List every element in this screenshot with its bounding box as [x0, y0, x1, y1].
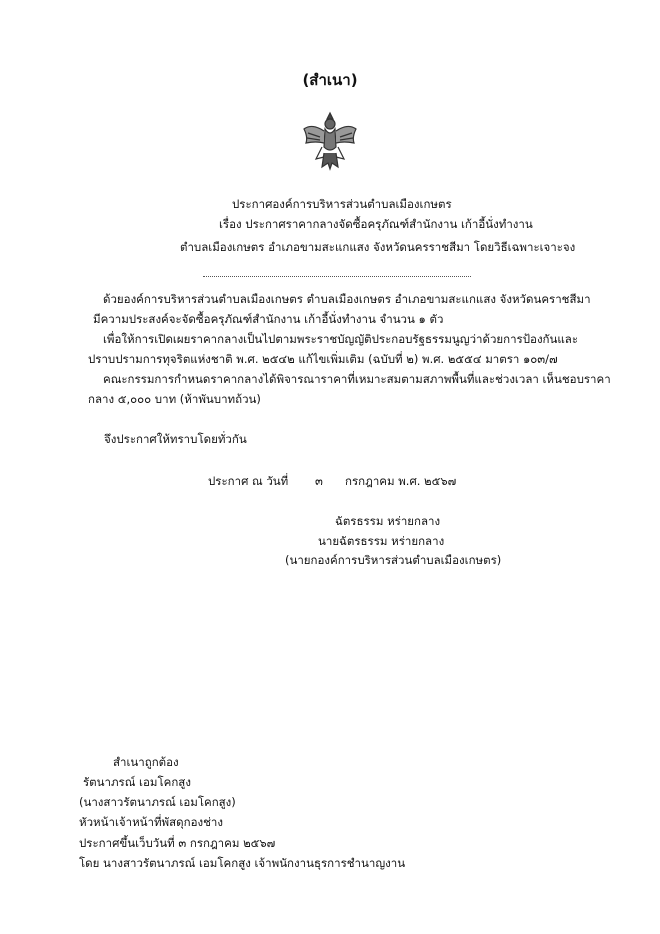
- web-posted-date: ประกาศขึ้นเว็บวันที่ ๓ กรกฎาคม ๒๕๖๗: [79, 836, 276, 850]
- paragraph-1-line-2: มีความประสงค์จะจัดซื้อครุภัณฑ์สำนักงาน เก้าอี้นั่งทำงาน จำนวน ๑ ตัว: [93, 312, 444, 326]
- paragraph-3-line-2: กลาง ๕,๐๐๐ บาท (ห้าพันบาทถ้วน): [88, 392, 261, 406]
- date-month-year: กรกฎาคม พ.ศ. ๒๕๖๗: [345, 474, 457, 488]
- paragraph-2-line-1: เพื่อให้การเปิดเผยราคากลางเป็นไปตามพระราชบัญญัติประกอบรัฐธรรมนูญว่าด้วยการป้องกันและ: [103, 332, 579, 346]
- copy-mark: (สำเนา): [302, 71, 358, 89]
- certifier-signed-name: รัตนาภรณ์ เอมโคกสูง: [83, 775, 191, 789]
- announcement-line-3: ตำบลเมืองเกษตร อำเภอขามสะแกแสง จังหวัดนครราชสีมา โดยวิธีเฉพาะเจาะจง: [180, 240, 576, 254]
- signature-signed-name: ฉัตรธรรม หร่ายกลาง: [335, 514, 441, 528]
- closing-statement: จึงประกาศให้ทราบโดยทั่วกัน: [104, 432, 247, 446]
- date-label: ประกาศ ณ วันที่: [208, 474, 289, 488]
- dotted-separator: [203, 276, 471, 277]
- signature-full-name: นายฉัตรธรรม หร่ายกลาง: [318, 534, 445, 548]
- certified-copy-label: สำเนาถูกต้อง: [113, 755, 179, 769]
- signature-position: (นายกองค์การบริหารส่วนตำบลเมืองเกษตร): [285, 553, 502, 567]
- garuda-emblem-icon: [300, 107, 360, 173]
- date-day: ๓: [315, 474, 323, 488]
- posted-by: โดย นางสาวรัตนาภรณ์ เอมโคกสูง เจ้าพนักงานธุรการชำนาญงาน: [79, 856, 406, 870]
- announcement-line-1: ประกาศองค์การบริหารส่วนตำบลเมืองเกษตร: [232, 197, 452, 211]
- certifier-position: หัวหน้าเจ้าหน้าที่พัสดุกองช่าง: [79, 815, 223, 829]
- announcement-subject: เรื่อง ประกาศราคากลางจัดซื้อครุภัณฑ์สำนักงาน เก้าอี้นั่งทำงาน: [219, 217, 533, 231]
- paragraph-1-line-1: ด้วยองค์การบริหารส่วนตำบลเมืองเกษตร ตำบลเมืองเกษตร อำเภอขามสะแกแสง จังหวัดนคราชสีมา: [103, 292, 591, 306]
- paragraph-3-line-1: คณะกรรมการกำหนดราคากลางได้พิจารณาราคาที่เหมาะสมตามสภาพพื้นที่และช่วงเวลา เห็นชอบราคา: [103, 372, 611, 386]
- paragraph-2-line-2: ปราบปรามการทุจริตแห่งชาติ พ.ศ. ๒๕๔๒ แก้ไขเพิ่มเติม (ฉบับที่ ๒) พ.ศ. ๒๕๕๔ มาตรา ๑๐๓/๗: [88, 352, 558, 366]
- certifier-full-name: (นางสาวรัตนาภรณ์ เอมโคกสูง): [79, 795, 236, 809]
